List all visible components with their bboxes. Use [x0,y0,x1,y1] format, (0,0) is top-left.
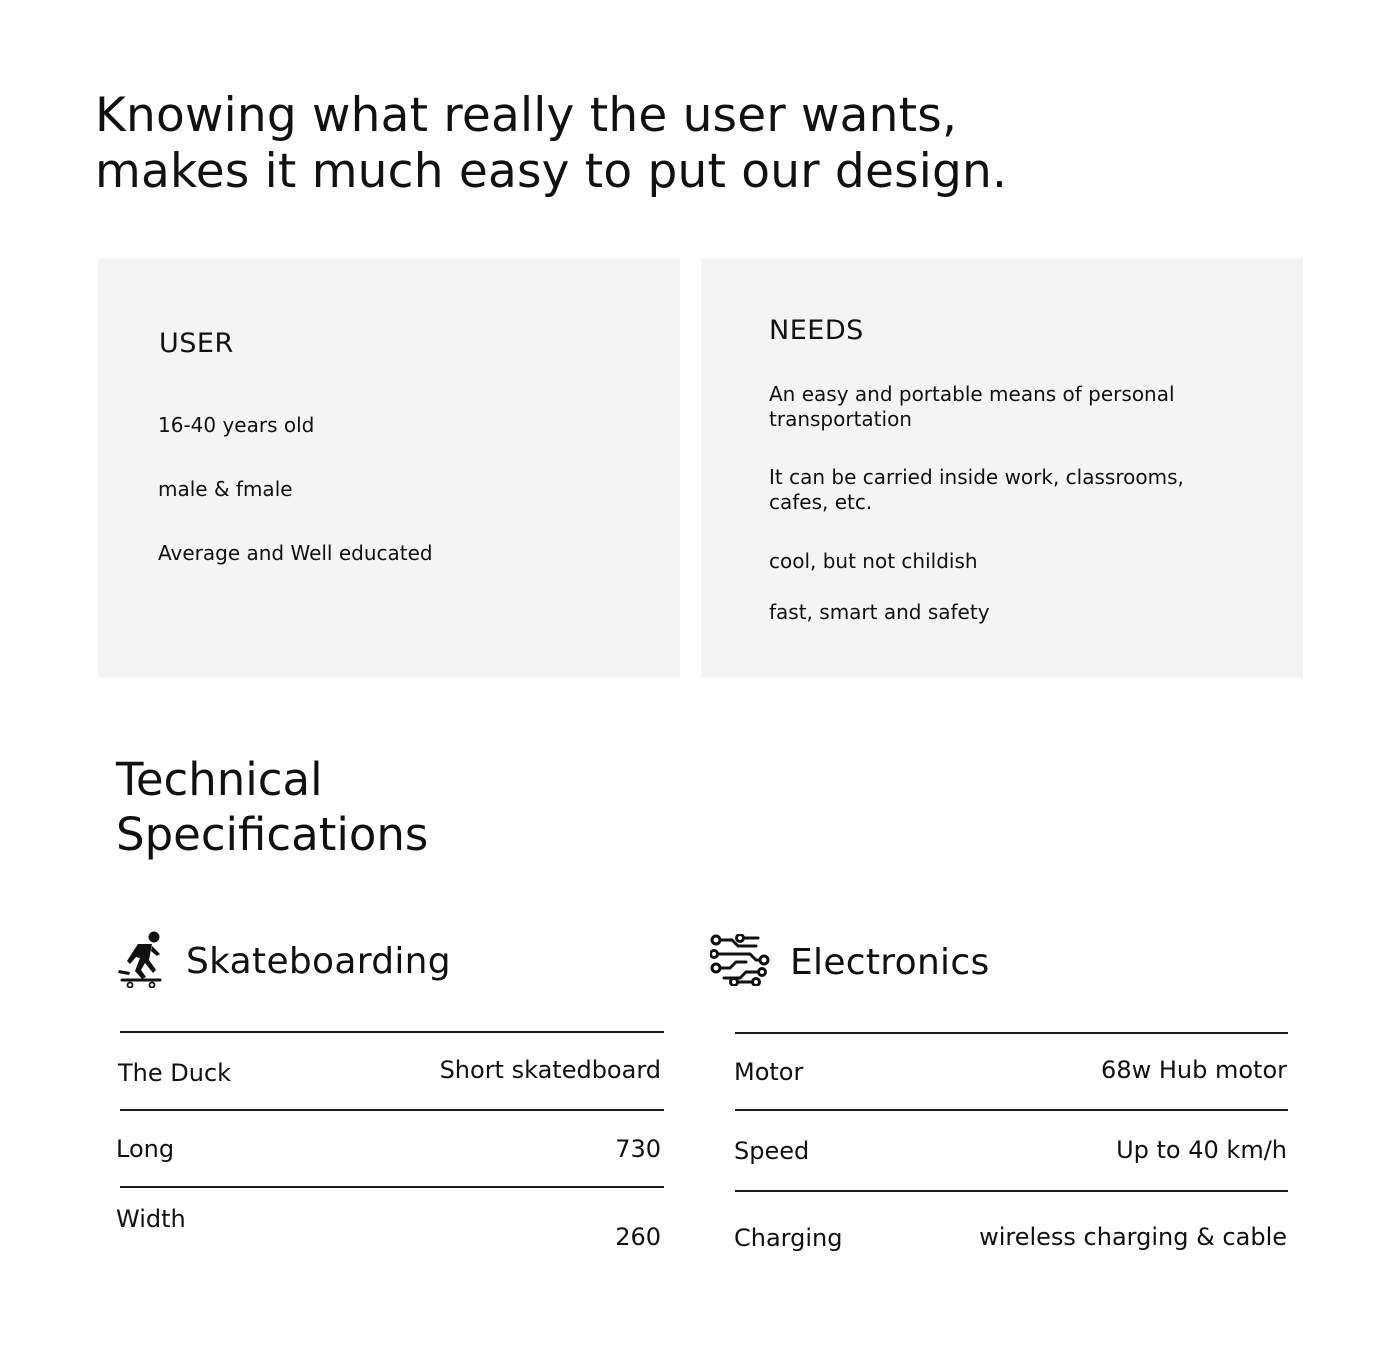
user-item-age: 16-40 years old [158,413,315,437]
skateboarder-icon [116,930,168,992]
skate-row-label-duck: The Duck [118,1059,232,1087]
skate-divider-3 [120,1186,664,1188]
user-card-title: USER [159,328,234,359]
needs-item-fast: fast, smart and safety [769,600,990,624]
specs-title [116,752,428,862]
elec-row-value-charging: wireless charging & cable [979,1223,1287,1251]
needs-card-title: NEEDS [769,315,864,346]
needs-item-carry: It can be carried inside work, classrooms, cafes, etc. [769,465,1184,514]
skate-row-label-long: Long [116,1135,175,1163]
elec-divider-3 [735,1190,1288,1192]
headline-line-1: Knowing what really the user wants, [95,88,958,143]
skate-divider-1 [120,1031,664,1033]
elec-divider-1 [735,1032,1288,1034]
electronics-header [710,934,990,990]
skate-row-value-long: 730 [615,1135,661,1163]
skateboarding-header [116,930,451,992]
user-item-education: Average and Well educated [158,541,433,565]
skate-divider-2 [120,1109,664,1111]
elec-row-label-speed: Speed [734,1137,810,1165]
electronics-heading: Electronics [790,941,990,983]
needs-item-cool: cool, but not childish [769,549,978,573]
user-item-gender: male & fmale [158,477,293,501]
user-card [98,258,680,678]
specs-title-line-1: Technical [116,753,323,806]
skateboarding-heading: Skateboarding [186,940,451,982]
circuit-icon [710,934,770,990]
elec-row-value-speed: Up to 40 km/h [1116,1136,1287,1164]
headline-line-2: makes it much easy to put our design. [95,144,1008,199]
headline [95,88,1095,200]
specs-title-line-2: Specifications [116,808,429,861]
skate-row-value-duck: Short skatedboard [439,1056,661,1084]
needs-card [701,258,1303,678]
elec-divider-2 [735,1109,1288,1111]
elec-row-value-motor: 68w Hub motor [1101,1056,1287,1084]
skate-row-value-width: 260 [615,1223,661,1251]
needs-item-portable: An easy and portable means of personal transportation [769,382,1175,431]
elec-row-label-charging: Charging [734,1224,843,1252]
elec-row-label-motor: Motor [734,1058,804,1086]
skate-row-label-width: Width [116,1205,186,1233]
